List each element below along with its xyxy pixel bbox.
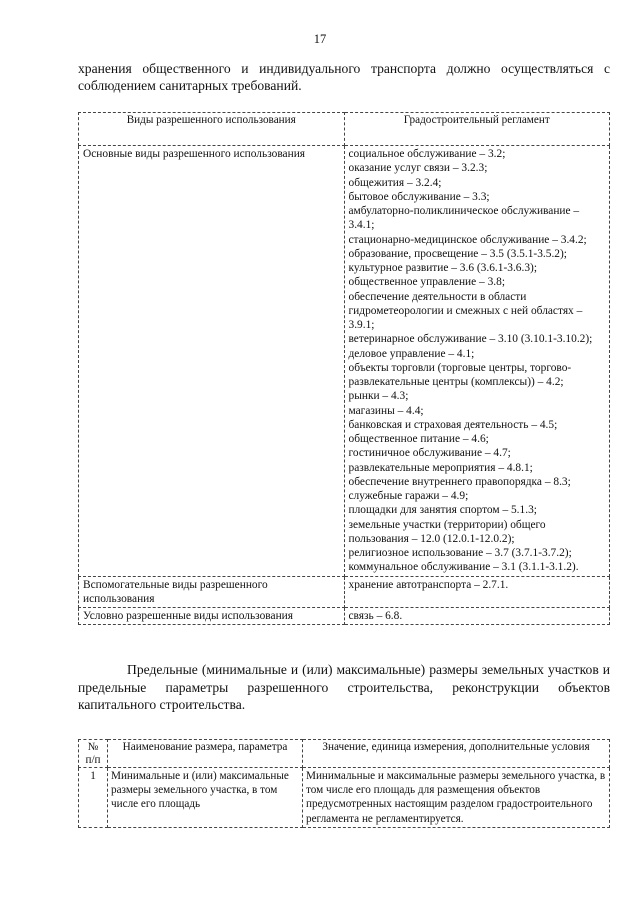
regulation-item: общественное питание – 4.6; (348, 433, 489, 445)
land-use-row (79, 608, 610, 625)
parameters-table (78, 739, 610, 828)
regulation-item: амбулаторно-поликлиническое обслуживание – 3.4.1; (348, 205, 580, 232)
regulation-item: обеспечение деятельности в области гидрометеорологии и смежных с ней областях – 3.9.1; (348, 290, 583, 331)
regulation-item: хранение автотранспорта – 2.7.1. (348, 578, 509, 591)
parameter-value-cell: Минимальные и максимальные размеры земельного участка, в том числе его площадь для размещения объектов предусмотренных настоящим разделом градостроительного регламента не регламентируется. (303, 768, 610, 828)
use-type-cell: Основные виды разрешенного использования (79, 146, 345, 577)
regulation-item: земельные участки (территории) общего пользования – 12.0 (12.0.1-12.0.2); (348, 518, 546, 545)
regulation-item: служебные гаражи – 4.9; (348, 490, 469, 502)
regulation-cell (344, 576, 610, 608)
page-number: 17 (313, 32, 327, 46)
regulation-item: деловое управление – 4.1; (348, 347, 475, 360)
header-parameter-name: Наименование размера, параметра (108, 740, 303, 768)
parameter-name-cell: Минимальные и (или) максимальные размеры земельного участка, в том числе его площадь (108, 768, 303, 828)
regulation-item: социальное обслуживание – 3.2; (348, 148, 506, 160)
regulation-item: коммунальное обслуживание – 3.1 (3.1.1-3.1.2). (348, 561, 579, 574)
parameters-table-header (79, 740, 610, 768)
regulation-item: банковская и страховая деятельность – 4.5; (348, 418, 558, 431)
intro-paragraph: хранения общественного и индивидуального транспорта должно осуществляться с соблюдением санитарных требований. (78, 61, 610, 93)
regulation-item: развлекательные мероприятия – 4.8.1; (348, 461, 533, 474)
regulation-item: общежития – 3.2.4; (348, 176, 442, 189)
regulation-cell (344, 608, 610, 625)
regulation-item: ветеринарное обслуживание – 3.10 (3.10.1-3.10.2); (348, 333, 593, 346)
regulation-cell (344, 146, 610, 577)
regulation-item: культурное развитие – 3.6 (3.6.1-3.6.3); (348, 262, 538, 274)
regulation-item: объекты торговли (торговые центры, торгово-развлекательные центры (комплексы)) – 4.2; (348, 361, 572, 388)
regulation-item: рынки – 4.3; (348, 390, 409, 403)
regulation-item: общественное управление – 3.8; (348, 276, 505, 289)
parameter-number-cell: 1 (79, 768, 108, 828)
use-type-cell: Условно разрешенные виды использования (79, 608, 345, 625)
regulation-item: религиозное использование – 3.7 (3.7.1-3.7.2); (348, 547, 572, 559)
regulation-item: площадки для занятия спортом – 5.1.3; (348, 504, 537, 517)
regulation-item: стационарно-медицинское обслуживание – 3.4.2; (348, 233, 587, 246)
header-number: № п/п (79, 740, 108, 768)
use-type-cell: Вспомогательные виды разрешенного использования (79, 576, 345, 608)
land-use-table-header (79, 113, 610, 146)
header-use-types: Виды разрешенного использования (79, 113, 345, 146)
regulation-item: гостиничное обслуживание – 4.7; (348, 447, 511, 460)
regulation-item: магазины – 4.4; (348, 404, 424, 417)
regulation-item: оказание услуг связи – 3.2.3; (348, 162, 488, 175)
regulation-item: обеспечение внутреннего правопорядка – 8.3; (348, 475, 571, 488)
regulation-item: связь – 6.8. (348, 610, 403, 622)
parameter-row (79, 768, 610, 828)
header-regulation: Градостроительный регламент (344, 113, 610, 146)
limits-paragraph: Предельные (минимальные и (или) максимальные) размеры земельных участков и предельные параметры разрешенного строительства, реконструкции объектов капитального строительства. (78, 662, 610, 712)
regulation-item: бытовое обслуживание – 3.3; (348, 190, 490, 203)
land-use-row (79, 576, 610, 608)
land-use-table (78, 112, 610, 625)
header-parameter-value: Значение, единица измерения, дополнительные условия (303, 740, 610, 768)
regulation-item: образование, просвещение – 3.5 (3.5.1-3.5.2); (348, 247, 567, 260)
land-use-row (79, 146, 610, 577)
